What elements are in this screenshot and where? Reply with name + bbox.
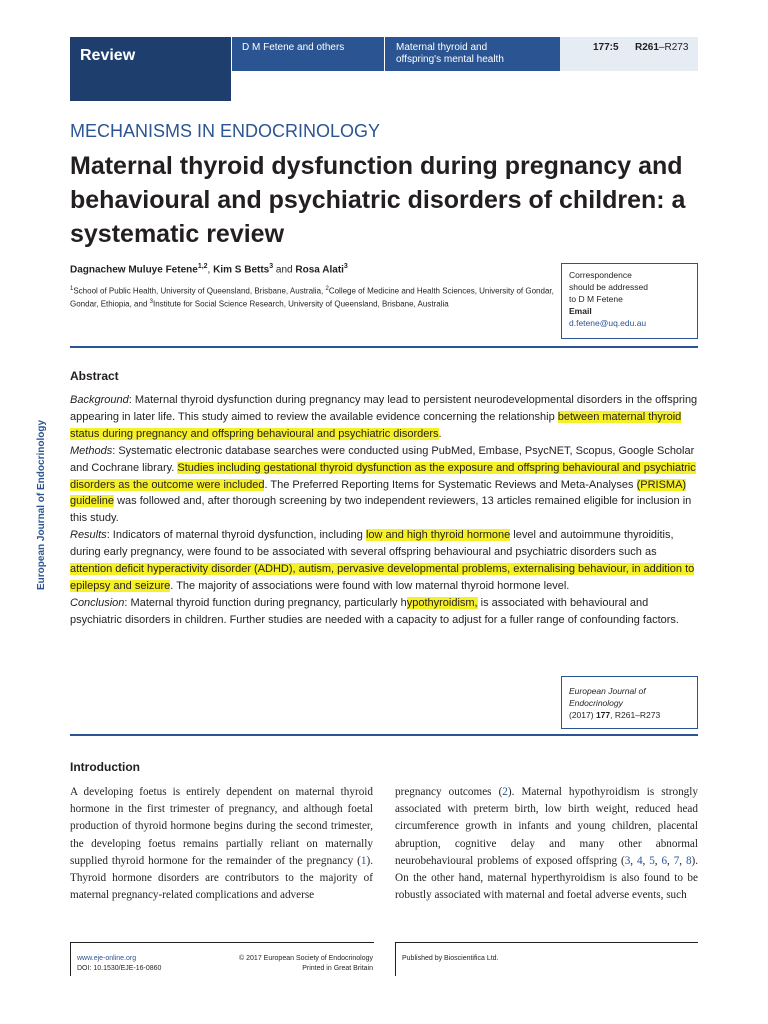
abstract-results: Results: Indicators of maternal thyroid dysfunction, including low and high thyroid hormone level and autoimmune thyroiditis, during early pregnancy, were found to be associated with several offspring behavioural and psychiatric disorders such as attention deficit hyperactivity disorder (ADHD), autism, pervasive developmental problems, externalising behaviour, in addition to epilepsy and seizure. The majority of associations were found with low maternal thyroid hormone level. (70, 529, 695, 592)
body-column-left: A developing foetus is entirely dependent on maternal thyroid hormone in the first trimester of pregnancy, and although foetal production of thyroid hormone begins during the second trimester, the developing foetus remains partially reliant on maternally supplied thyroid hormone for the remainder of the pregnancy (1). Thyroid hormone disorders are contributors to the majority of maternal pregnancy-related complications and adverse (70, 786, 373, 902)
doi: DOI: 10.1530/EJE-16-0860 (77, 965, 162, 972)
affiliations: $^1$School of Public Health, University of Queensland, Brisbane, Australia, $^2$College of Medicine and Health Sciences, University of Gondar, Gondar, Ethiopia, and $^3$Institute for Social Science Research, University of Queensland, Brisbane, Australia (70, 286, 554, 309)
section-kicker: MECHANISMS IN ENDOCRINOLOGY (70, 121, 381, 141)
footer-rule (395, 942, 396, 976)
page-range: R261–R273 (635, 42, 689, 53)
reference-link[interactable]: 4 (636, 854, 643, 867)
footer-publisher: Published by Bioscientifica Ltd. (402, 955, 499, 962)
running-title-line-2: offspring's mental health (396, 54, 504, 65)
header-divider (384, 37, 385, 71)
journal-side-label: European Journal of Endocrinology (36, 419, 47, 590)
author-name: Kim S Betts (213, 264, 270, 276)
footer-copyright: © 2017 European Society of Endocrinology Printed in Great Britain (239, 955, 373, 972)
email-link[interactable]: d.fetene@uq.edu.au (569, 318, 647, 328)
abstract-body (70, 392, 698, 629)
highlight: between maternal thyroid status during pregnancy and offspring behavioural and psychiatric disorders (70, 410, 682, 440)
author-name: Dagnachew Muluye Fetene (70, 264, 198, 276)
citation-box: European Journal of Endocrinology (2017) 177, R261–R273 (561, 676, 698, 729)
reference-link[interactable]: 7 (673, 854, 680, 867)
introduction-heading: Introduction (70, 760, 140, 774)
reference-link[interactable]: 8 (685, 854, 692, 867)
reference-link[interactable]: 3 (624, 854, 631, 867)
abstract-heading: Abstract (70, 369, 119, 383)
running-title-line-1: Maternal thyroid and (396, 42, 488, 53)
reference-link[interactable]: 2 (502, 786, 508, 798)
body-column-right: pregnancy outcomes (2). Maternal hypothyroidism is strongly associated with preterm birth, low birth weight, reduced head circumference growth in infants and young children, placental abruption, cognitive delay and many other abnormal neurobehavioural problems of exposed offspring (3, 4, 5, 6, 7, 8). On the other hand, maternal hyperthyroidism is also found to be robustly associated with maternal and foetal adverse events, such (395, 786, 699, 902)
divider (70, 734, 698, 736)
reference-link[interactable]: 1 (360, 854, 367, 867)
correspondence-box: Correspondence should be addressed to D M Fetene Email d.fetene@uq.edu.au (561, 263, 698, 339)
divider (70, 346, 698, 348)
footer-rule (70, 942, 71, 976)
article-title: Maternal thyroid dysfunction during pregnancy and behavioural and psychiatric disorders of children: a systematic review (70, 152, 686, 248)
volume-pages-box (560, 37, 698, 71)
abstract-background: Background: Maternal thyroid dysfunction during pregnancy may lead to persistent neurodevelopmental disorders in the offspring appearing in later life. This study aimed to review the available evidence concerning the relationship between maternal thyroid status during pregnancy and offspring behavioural and psychiatric disorders. (70, 394, 698, 440)
highlight: ypothyroidism, (406, 596, 478, 609)
footer-rule (70, 942, 374, 943)
volume-issue: 177:5 (593, 42, 619, 53)
highlight: low and high thyroid hormone (365, 529, 511, 542)
author-name: Rosa Alati (295, 264, 344, 276)
abstract-methods: Methods: Systematic electronic database searches were conducted using PubMed, Embase, PsycNET, Scopus, Google Scholar and Cochrane library. Studies including gestational thyroid dysfunction as the exposure and offspring behavioural and psychiatric disorders as the outcome were included. The Preferred Reporting Items for Systematic Reviews and Meta-Analyses (PRISMA) guideline was followed and, after thorough screening by two independent reviewers, 13 articles remained eligible for inclusion in this study. (70, 444, 696, 525)
section-label: Review (80, 47, 136, 64)
footer-left (77, 954, 161, 974)
running-authors: D M Fetene and others (242, 42, 345, 53)
abstract-conclusion: Conclusion: Maternal thyroid function during pregnancy, particularly hypothyroidism, is associated with behavioural and psychiatric disorders in children. Further studies are needed with a capacity to adjust for a fuller range of confounding factors. (70, 596, 679, 626)
highlight: (PRISMA) guideline (70, 478, 687, 508)
highlight: Studies including gestational thyroid dysfunction as the exposure and offspring behavioural and psychiatric disorders as the outcome were included (70, 461, 696, 491)
footer-rule (395, 942, 698, 943)
section-banner (70, 37, 231, 101)
reference-link[interactable]: 5 (649, 854, 655, 867)
author-list: Dagnachew Muluye Fetene$^{1,2}$, Kim S Betts$^3$ and Rosa Alati$^3$ (70, 263, 348, 276)
reference-link[interactable]: 6 (661, 854, 668, 867)
journal-url[interactable]: www.eje-online.org (77, 955, 137, 962)
highlight: attention deficit hyperactivity disorder (ADHD), autism, pervasive developmental problems, externalising behaviour, in addition to epilepsy and seizure (70, 563, 695, 592)
